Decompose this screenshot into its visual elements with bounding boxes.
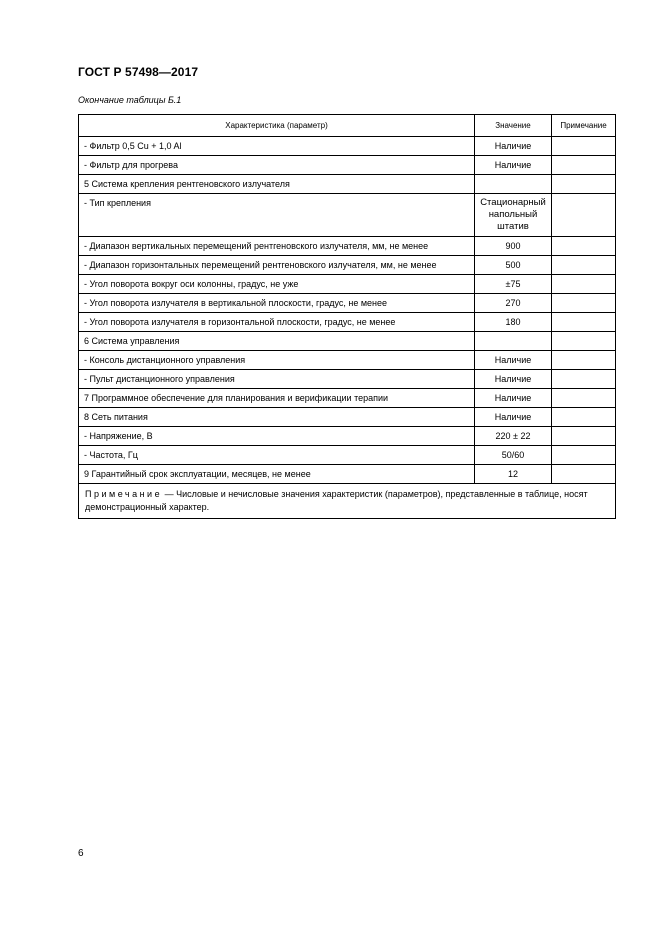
column-header-value: Значение [475, 115, 552, 137]
row-note [552, 156, 616, 175]
row-note [552, 275, 616, 294]
row-value: Наличие [475, 408, 552, 427]
row-parameter: - Диапазон горизонтальных перемещений рентгеновского излучателя, мм, не менее [79, 256, 475, 275]
row-note [552, 237, 616, 256]
document-header: ГОСТ Р 57498—2017 [78, 65, 199, 79]
footnote-label: Примечание [85, 489, 163, 499]
table-row [79, 256, 616, 275]
row-parameter: - Консоль дистанционного управления [79, 351, 475, 370]
row-parameter: - Угол поворота вокруг оси колонны, градус, не уже [79, 275, 475, 294]
row-parameter: 5 Система крепления рентгеновского излучателя [79, 175, 475, 194]
table-row [79, 332, 616, 351]
row-value: Наличие [475, 156, 552, 175]
row-note [552, 465, 616, 484]
row-note [552, 389, 616, 408]
table-row [79, 465, 616, 484]
table-row [79, 237, 616, 256]
row-parameter: - Пульт дистанционного управления [79, 370, 475, 389]
row-value: 900 [475, 237, 552, 256]
row-value: 220 ± 22 [475, 427, 552, 446]
table-row [79, 294, 616, 313]
row-parameter: - Фильтр 0,5 Cu + 1,0 Al [79, 137, 475, 156]
row-note [552, 137, 616, 156]
table-row [79, 175, 616, 194]
row-value: 12 [475, 465, 552, 484]
row-parameter: - Тип крепления [79, 194, 475, 237]
row-parameter: 8 Сеть питания [79, 408, 475, 427]
row-parameter: - Частота, Гц [79, 446, 475, 465]
row-note [552, 313, 616, 332]
table-footnote [79, 484, 616, 519]
table-row [79, 446, 616, 465]
row-note [552, 332, 616, 351]
table-row [79, 370, 616, 389]
table-row [79, 156, 616, 175]
row-note [552, 408, 616, 427]
row-parameter: - Напряжение, В [79, 427, 475, 446]
row-parameter: - Угол поворота излучателя в вертикальной плоскости, градус, не менее [79, 294, 475, 313]
row-note [552, 194, 616, 237]
column-header-parameter: Характеристика (параметр) [79, 115, 475, 137]
row-value: Наличие [475, 351, 552, 370]
row-value: 50/60 [475, 446, 552, 465]
row-value: Наличие [475, 370, 552, 389]
row-value: 270 [475, 294, 552, 313]
column-header-note: Примечание [552, 115, 616, 137]
row-value [475, 175, 552, 194]
row-value: 180 [475, 313, 552, 332]
row-value: 500 [475, 256, 552, 275]
row-parameter: - Угол поворота излучателя в горизонтальной плоскости, градус, не менее [79, 313, 475, 332]
table-row [79, 408, 616, 427]
footnote-text: — Числовые и нечисловые значения характеристик (параметров), представленные в таблице, носят демонстрационный характер. [85, 489, 588, 512]
row-note [552, 370, 616, 389]
row-note [552, 427, 616, 446]
row-value: Стационарный напольный штатив [475, 194, 552, 237]
row-note [552, 256, 616, 275]
row-value: ±75 [475, 275, 552, 294]
table-row [79, 351, 616, 370]
table-row [79, 427, 616, 446]
row-note [552, 294, 616, 313]
spec-table [78, 114, 616, 519]
table-caption: Окончание таблицы Б.1 [78, 95, 182, 105]
table-footnote-row [79, 484, 616, 519]
table-row [79, 389, 616, 408]
row-value: Наличие [475, 389, 552, 408]
row-note [552, 351, 616, 370]
table-row [79, 313, 616, 332]
row-note [552, 446, 616, 465]
row-value [475, 332, 552, 351]
row-parameter: 7 Программное обеспечение для планирования и верификации терапии [79, 389, 475, 408]
table-row [79, 275, 616, 294]
row-parameter: - Фильтр для прогрева [79, 156, 475, 175]
table-row [79, 194, 616, 237]
row-note [552, 175, 616, 194]
row-parameter: 9 Гарантийный срок эксплуатации, месяцев, не менее [79, 465, 475, 484]
table-row [79, 137, 616, 156]
row-value: Наличие [475, 137, 552, 156]
page-number: 6 [78, 848, 84, 859]
table-header-row [79, 115, 616, 137]
row-parameter: - Диапазон вертикальных перемещений рентгеновского излучателя, мм, не менее [79, 237, 475, 256]
row-parameter: 6 Система управления [79, 332, 475, 351]
